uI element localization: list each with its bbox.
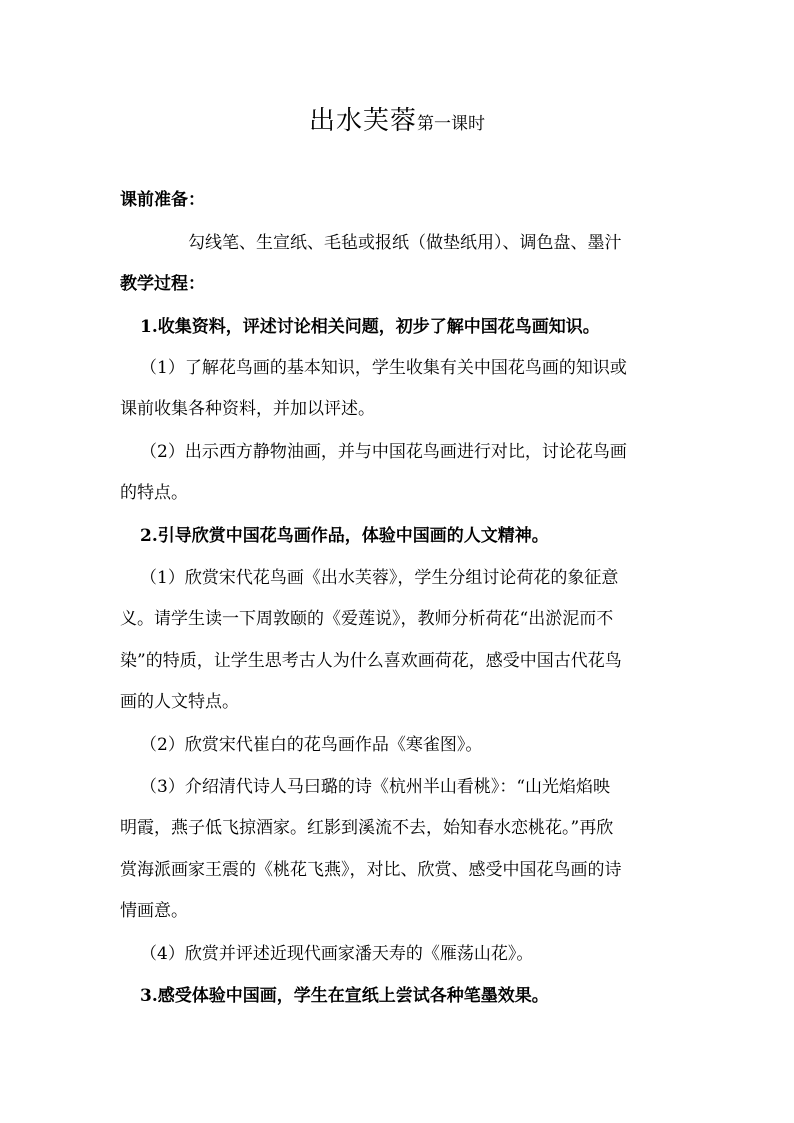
step-1-item-2-line-1: （2）出示西方静物油画，并与中国花鸟画进行对比，讨论花鸟画: [140, 442, 627, 462]
step-2-item-1-line-3: 染”的特质，让学生思考古人为什么喜欢画荷花，感受中国古代花鸟: [120, 651, 622, 671]
materials-list: 勾线笔、生宣纸、毛毡或报纸（做垫纸用）、调色盘、墨汁: [188, 233, 622, 253]
step-1-item-1-line-1: （1）了解花鸟画的基本知识，学生收集有关中国花鸟画的知识或: [140, 358, 627, 378]
step-2-item-3-line-2: 明霞，燕子低飞掠酒家。红影到溪流不去，始知春水恋桃花。”再欣: [120, 818, 614, 838]
step-1-item-1-line-2: 课前收集各种资料，并加以评述。: [120, 399, 375, 419]
heading-preparation: 课前准备：: [120, 190, 205, 210]
step-2-item-3-line-1: （3）介绍清代诗人马曰璐的诗《杭州半山看桃》：“山光焰焰映: [140, 777, 611, 797]
step-1-item-2-line-2: 的特点。: [120, 483, 188, 503]
step-2-item-3-line-3: 赏海派画家王震的《桃花飞燕》，对比、欣赏、感受中国花鸟画的诗: [120, 860, 622, 880]
title-subtitle: 第一课时: [417, 114, 485, 134]
heading-process: 教学过程：: [120, 274, 205, 294]
step-2-item-1-line-1: （1）欣赏宋代花鸟画《出水芙蓉》，学生分组讨论荷花的象征意: [140, 568, 619, 588]
step-2-item-3-line-4: 情画意。: [120, 901, 188, 921]
step-2-item-1-line-4: 画的人文特点。: [120, 692, 239, 712]
step-3-heading: 3.感受体验中国画，学生在宣纸上尝试各种笔墨效果。: [140, 986, 549, 1006]
step-1-heading: 1.收集资料，评述讨论相关问题，初步了解中国花鸟画知识。: [140, 317, 600, 337]
document-title: [0, 100, 794, 137]
title-main: 出水芙蓉: [308, 106, 417, 136]
step-2-heading: 2.引导欣赏中国花鸟画作品，体验中国画的人文精神。: [140, 526, 549, 546]
step-2-item-2: （2）欣赏宋代崔白的花鸟画作品《寒雀图》。: [140, 735, 483, 755]
step-2-item-1-line-2: 义。请学生读一下周敦颐的《爱莲说》，教师分析荷花“出淤泥而不: [120, 609, 614, 629]
step-2-item-4: （4）欣赏并评述近现代画家潘天寿的《雁荡山花》。: [140, 944, 534, 964]
